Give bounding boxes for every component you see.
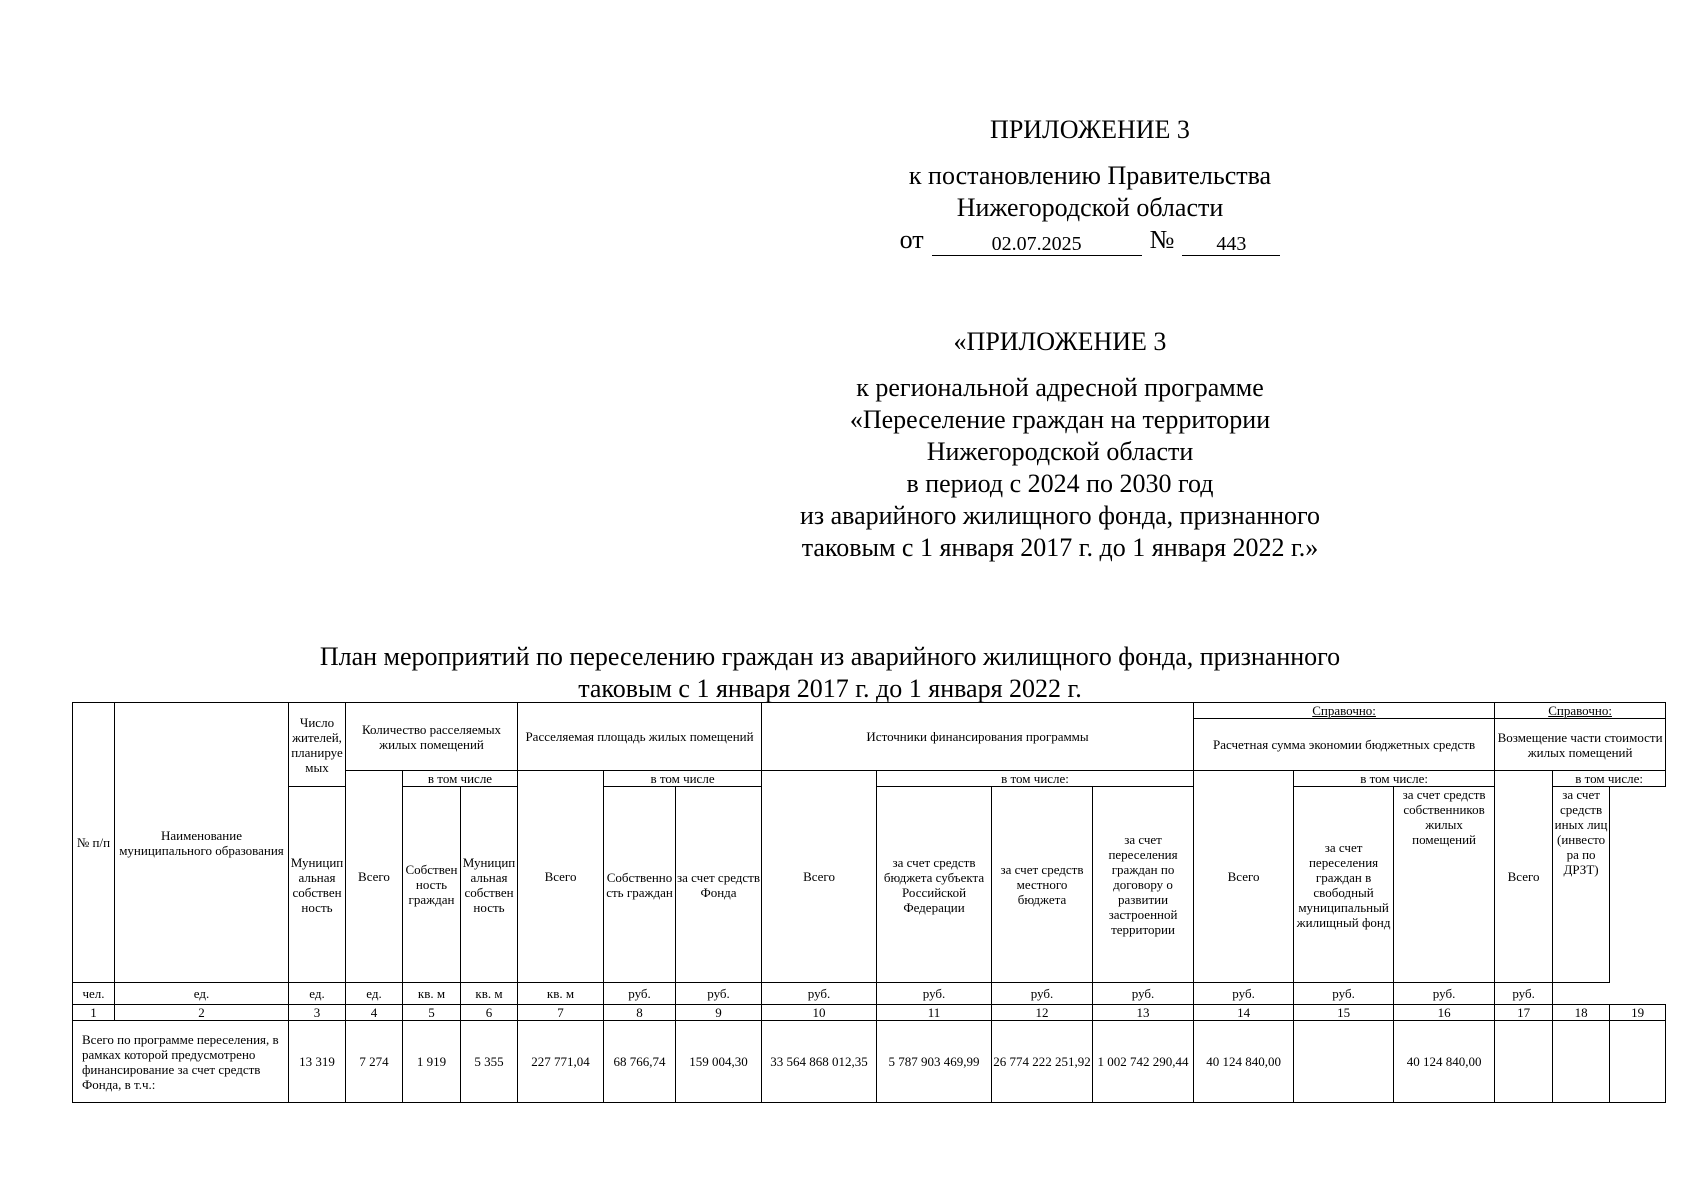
comp-total-header: Всего — [1495, 771, 1553, 983]
total-fund: 5 787 903 469,99 — [877, 1021, 992, 1103]
col-number: 3 — [289, 1005, 346, 1021]
econ-total-header: Всего — [1194, 771, 1294, 983]
program-line: к региональной адресной программе — [856, 373, 1264, 402]
col-number: 6 — [461, 1005, 518, 1021]
unit-cell: кв. м — [461, 983, 518, 1005]
area-total-header: Всего — [518, 771, 604, 983]
unit-cell: руб. — [1394, 983, 1495, 1005]
col-number: 8 — [604, 1005, 676, 1021]
comp-incl-header: в том числе: — [1553, 771, 1666, 787]
col-number: 1 — [73, 1005, 115, 1021]
col-number: 16 — [1394, 1005, 1495, 1021]
area-municipal-header: Муниципальная собственность — [461, 787, 518, 983]
col-number: 7 — [518, 1005, 604, 1021]
col-number: 4 — [346, 1005, 403, 1021]
total-area-municipal: 68 766,74 — [604, 1021, 676, 1103]
col-number: 18 — [1553, 1005, 1610, 1021]
total-comp-others — [1610, 1021, 1666, 1103]
area-group-header: Расселяемая площадь жилых помещений — [518, 703, 762, 771]
econ-free-fund-header: за счет переселения граждан в свободный муниципальный жилищный фонд — [1294, 787, 1394, 983]
col-number: 12 — [992, 1005, 1093, 1021]
financing-group-header: Источники финансирования программы — [762, 703, 1194, 771]
appendix-line-2: Нижегородской области — [956, 193, 1224, 222]
appendix-header — [860, 114, 1320, 256]
unit-cell: руб. — [877, 983, 992, 1005]
total-row-label: Всего по программе переселения, в рамках которой предусмотрено финансирование за счет средств Фонда, в т.ч.: — [73, 1021, 289, 1103]
total-count-municipal: 1 919 — [403, 1021, 461, 1103]
total-economy-development — [1294, 1021, 1394, 1103]
program-line: из аварийного жилищного фонда, признанного — [799, 501, 1321, 530]
fin-incl-header: в том числе: — [877, 771, 1194, 787]
decree-number: 443 — [1182, 233, 1280, 256]
unit-cell: руб. — [1294, 983, 1394, 1005]
total-compensation — [1495, 1021, 1553, 1103]
col-number: 11 — [877, 1005, 992, 1021]
col-number: 17 — [1495, 1005, 1553, 1021]
total-economy-free-fund: 40 124 840,00 — [1394, 1021, 1495, 1103]
total-row — [73, 1021, 1666, 1103]
col-number: 9 — [676, 1005, 762, 1021]
fin-total-header: Всего — [762, 771, 877, 983]
total-comp-owners — [1553, 1021, 1610, 1103]
count-private-header: Собственность граждан — [403, 787, 461, 983]
col-number: 14 — [1194, 1005, 1294, 1021]
number-label: № — [1149, 225, 1175, 254]
total-subject-budget: 26 774 222 251,92 — [992, 1021, 1093, 1103]
total-area-private: 159 004,30 — [676, 1021, 762, 1103]
comp-others-header: за счет средств иных лиц (инвестора по ДРЗТ) — [1553, 787, 1610, 983]
col-residents-header: Число жителей, планируемых — [289, 703, 346, 787]
program-line: «Переселение граждан на территории — [849, 405, 1271, 434]
plan-title-line-2: таковым с 1 января 2017 г. до 1 января 2022 г. — [578, 674, 1082, 703]
col-number: 2 — [115, 1005, 289, 1021]
count-incl-header: в том числе — [403, 771, 518, 787]
unit-cell: ед. — [115, 983, 289, 1005]
col-number: 15 — [1294, 1005, 1394, 1021]
econ-incl-header: в том числе: — [1294, 771, 1495, 787]
unit-cell: руб. — [1093, 983, 1194, 1005]
reference-label: Справочно: — [1495, 703, 1666, 719]
count-municipal-header: Муниципальная собственность — [289, 787, 346, 983]
unit-cell: руб. — [1194, 983, 1294, 1005]
program-appendix-title: «ПРИЛОЖЕНИЕ 3 — [953, 327, 1167, 356]
plan-title-line-1: План мероприятий по переселению граждан из аварийного жилищного фонда, признанного — [319, 642, 1341, 671]
total-local-budget: 1 002 742 290,44 — [1093, 1021, 1194, 1103]
from-label: от — [899, 225, 924, 254]
fin-subject-header: за счет средств бюджета субъекта Российской Федерации — [877, 787, 992, 983]
area-private-header: Собственность граждан — [604, 787, 676, 983]
reference-label: Справочно: — [1194, 703, 1495, 719]
col-number: 5 — [403, 1005, 461, 1021]
plan-title — [160, 641, 1500, 705]
compensation-group-header: Возмещение части стоимости жилых помещений — [1495, 719, 1666, 771]
total-area: 227 771,04 — [518, 1021, 604, 1103]
column-numbers-row — [73, 1005, 1666, 1021]
col-name-header: Наименование муниципального образования — [115, 703, 289, 983]
econ-development-header: за счет переселения граждан по договору о развитии застроенной территории — [1093, 787, 1194, 983]
decree-date: 02.07.2025 — [932, 233, 1142, 256]
col-num-header: № п/п — [73, 703, 115, 983]
resettlement-plan-table — [72, 702, 1666, 1103]
unit-cell: ед. — [289, 983, 346, 1005]
total-count: 7 274 — [346, 1021, 403, 1103]
unit-cell: кв. м — [403, 983, 461, 1005]
date-number-line — [860, 224, 1320, 256]
unit-cell: руб. — [762, 983, 877, 1005]
total-financing: 33 564 868 012,35 — [762, 1021, 877, 1103]
economy-group-header: Расчетная сумма экономии бюджетных средств — [1194, 719, 1495, 771]
count-total-header: Всего — [346, 771, 403, 983]
program-line: Нижегородской области — [926, 437, 1194, 466]
unit-cell: ед. — [346, 983, 403, 1005]
fin-fund-header: за счет средств Фонда — [676, 787, 762, 983]
program-line: в период с 2024 по 2030 год — [906, 469, 1214, 498]
units-row — [73, 983, 1666, 1005]
area-incl-header: в том числе — [604, 771, 762, 787]
unit-cell: чел. — [73, 983, 115, 1005]
count-group-header: Количество расселяемых жилых помещений — [346, 703, 518, 771]
unit-cell: кв. м — [518, 983, 604, 1005]
program-appendix-header — [740, 326, 1380, 564]
comp-owners-header: за счет средств собственников жилых помещений — [1394, 787, 1495, 983]
col-number: 10 — [762, 1005, 877, 1021]
unit-cell: руб. — [676, 983, 762, 1005]
col-number: 13 — [1093, 1005, 1194, 1021]
total-economy: 40 124 840,00 — [1194, 1021, 1294, 1103]
header-row-1 — [73, 703, 1666, 719]
unit-cell: руб. — [1495, 983, 1553, 1005]
col-number: 19 — [1610, 1005, 1666, 1021]
unit-cell: руб. — [992, 983, 1093, 1005]
appendix-line-1: к постановлению Правительства — [908, 161, 1272, 190]
total-residents: 13 319 — [289, 1021, 346, 1103]
fin-local-header: за счет средств местного бюджета — [992, 787, 1093, 983]
total-count-private: 5 355 — [461, 1021, 518, 1103]
program-line: таковым с 1 января 2017 г. до 1 января 2022 г.» — [801, 533, 1319, 562]
unit-cell: руб. — [604, 983, 676, 1005]
appendix-title: ПРИЛОЖЕНИЕ 3 — [990, 115, 1190, 144]
